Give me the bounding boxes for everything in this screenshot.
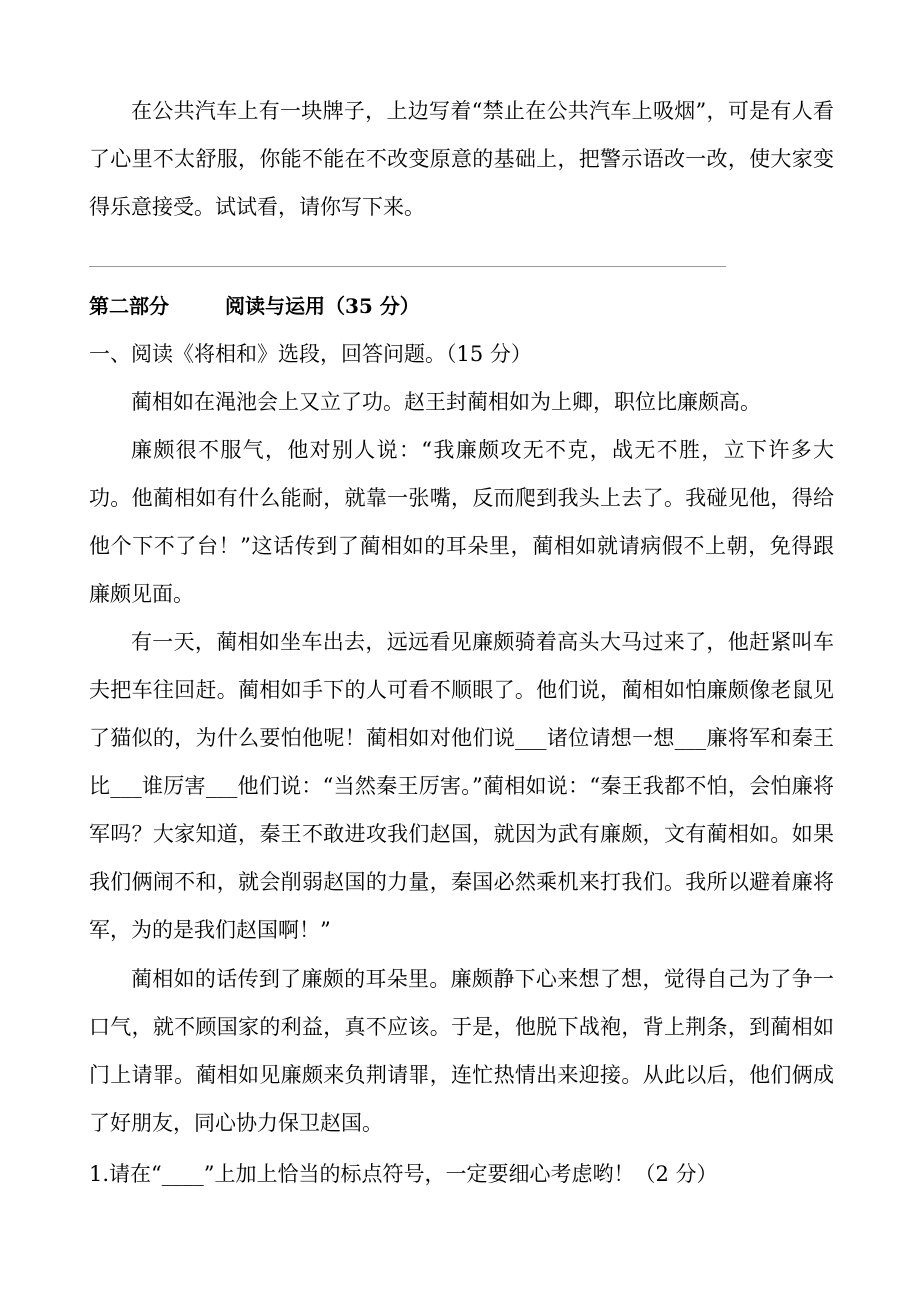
passage-paragraph-2: 廉颇很不服气，他对别人说：“我廉颇攻无不克，战无不胜，立下许多大功。他蔺相如有什么能耐，就靠一张嘴，反而爬到我头上去了。我碰见他，得给他个下不了台！”这话传到了蔺相如的耳朵里，蔺相如就请病假不上朝，免得跟廉颇见面。 [89, 438, 834, 606]
passage-paragraph-4: 蔺相如的话传到了廉颇的耳朵里。廉颇静下心来想了想，觉得自己为了争一口气，就不顾国家的利益，真不应该。于是，他脱下战袍，背上荆条，到蔺相如门上请罪。蔺相如见廉颇来负荆请罪，连忙热情出来迎接。从此以后，他们俩成了好朋友，同心协力保卫赵国。 [89, 967, 834, 1135]
passage-paragraph-1: 蔺相如在渑池会上又立了功。赵王封蔺相如为上卿，职位比廉颇高。 [131, 390, 761, 414]
passage-paragraph-3: 有一天，蔺相如坐车出去，远远看见廉颇骑着高头大马过来了，他赶紧叫车夫把车往回赶。蔺相如手下的人可看不顺眼了。他们说，蔺相如怕廉颇像老鼠见了猫似的，为什么要怕他呢！蔺相如对他们说___诸位请想一想___廉将军和秦王比___谁厉害___他们说：“当然秦王厉害。”蔺相如说：“秦王我都不怕，会怕廉将军吗？大家知道，秦王不敢进攻我们赵国，就因为武有廉颇，文有蔺相如。如果我们俩闹不和，就会削弱赵国的力量，秦国必然乘机来打我们。我所以避着廉将军，为的是我们赵国啊！” [89, 630, 834, 942]
question-1: 1.请在“____”上加上恰当的标点符号，一定要细心考虑哟！（2 分） [89, 1162, 718, 1186]
section-title: 阅读与运用（35 分） [225, 294, 420, 318]
intro-paragraph: 在公共汽车上有一块牌子，上边写着“禁止在公共汽车上吸烟”，可是有人看了心里不太舒服，你能不能在不改变原意的基础上，把警示语改一改，使大家变得乐意接受。试试看，请你写下来。 [89, 99, 834, 219]
section-part-label: 第二部分 [89, 294, 169, 318]
answer-line [89, 266, 726, 267]
question-group-title: 一、阅读《将相和》选段，回答问题。（15 分） [89, 342, 532, 366]
section-heading [89, 292, 420, 320]
